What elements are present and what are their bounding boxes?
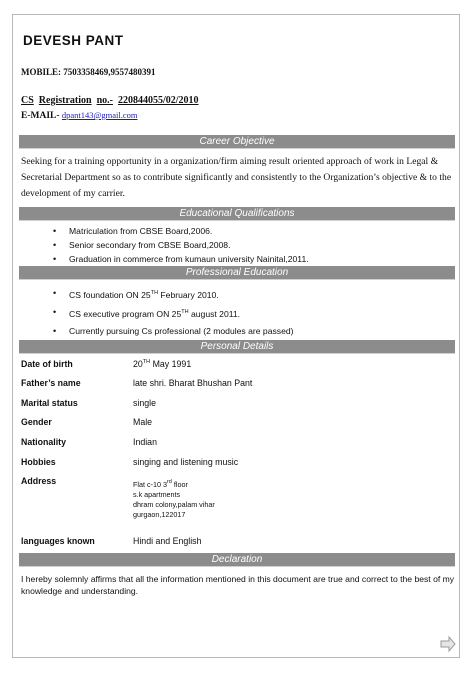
career-objective-text: Seeking for a training opportunity in a organization/firm aiming result oriented approach of work in Legal & Secretarial Department so as to contribute significantly and consistently to the Organization’s objective & to the development of my carrier. xyxy=(21,156,452,199)
candidate-name: DEVESH PANT xyxy=(23,33,124,48)
career-objective-heading: Career Objective xyxy=(19,135,455,148)
bullet-icon: • xyxy=(53,307,57,317)
professional-heading: Professional Education xyxy=(19,266,455,279)
list-item: • Currently pursuing Cs professional (2 modules are passed) xyxy=(55,323,294,342)
reg-label: Registration xyxy=(38,95,92,106)
education-heading: Educational Qualifications xyxy=(19,207,455,220)
list-item: • CS executive program ON 25TH august 2011. xyxy=(55,304,294,323)
address-block: Flat c-10 3rd floor s.k apartments dhram colony,palam vihar gurgaon,122017 xyxy=(133,479,215,519)
list-item: • Senior secondary from CBSE Board,2008. xyxy=(53,240,231,250)
declaration-text: I hereby solemnly affirms that all the information mentioned in this document are true and correct to the best of my knowledge and understanding. xyxy=(21,574,455,596)
resume-page: DEVESH PANT MOBILE: 7503358469,9557480391 CS Registration no.- 220844055/02/2010 E-MAIL- dpant143@gmail.com Career Objective Seeking for a training opportunity in a organization/firm aiming result oriented approach of work in Legal & Secretarial Department so as to contribute significantly and consistently to the Organization’s objective & to the development of my carrier. Educational Qualifications • Matriculation from CBSE Board,2006. • Senior secondary from CBSE Board,2008. • Graduation in commerce from kumaun university Nainital,2011. Professional Education • CS foundation ON 25TH February 2010. • CS executive program ON 25TH august 2011. • Currently pursuing Cs professional (2 modules are passed) Personal Details Date of birth 20TH May 1991 Father’s name late shri. Bharat Bhushan Pant Marital status single Gender Male Nationality Indian Hobbies singing and listening music Address Flat c-10 3rd floor s.k apartments dhram colony,palam vihar gurgaon,122017 languages known Hindi and English Declaration I hereby solemnly affirms that all the information mentioned in this document are true and correct to the best of my knowledge and understanding. xyxy=(12,14,460,658)
bullet-icon: • xyxy=(53,226,57,236)
personal-details-heading: Personal Details xyxy=(19,340,455,353)
next-arrow-icon[interactable] xyxy=(439,635,457,653)
professional-list xyxy=(55,285,294,342)
list-item: • Matriculation from CBSE Board,2006. xyxy=(53,226,213,236)
email-label: E-MAIL- xyxy=(21,111,60,121)
cs-registration xyxy=(21,95,199,106)
list-item: • CS foundation ON 25TH February 2010. xyxy=(55,285,294,304)
declaration-heading: Declaration xyxy=(19,553,455,566)
email-link[interactable]: dpant143@gmail.com xyxy=(61,110,138,120)
reg-cs: CS xyxy=(21,95,34,106)
bullet-icon: • xyxy=(53,326,57,336)
bullet-icon: • xyxy=(53,254,57,264)
mobile-numbers: MOBILE: 7503358469,9557480391 xyxy=(21,67,156,77)
education-list xyxy=(55,224,309,266)
bullet-icon: • xyxy=(53,240,57,250)
bullet-icon: • xyxy=(53,288,57,298)
email-line xyxy=(21,110,138,121)
reg-value: 220844055/02/2010 xyxy=(117,95,199,106)
reg-no: no.- xyxy=(96,95,113,106)
list-item: • Graduation in commerce from kumaun university Nainital,2011. xyxy=(53,254,309,264)
